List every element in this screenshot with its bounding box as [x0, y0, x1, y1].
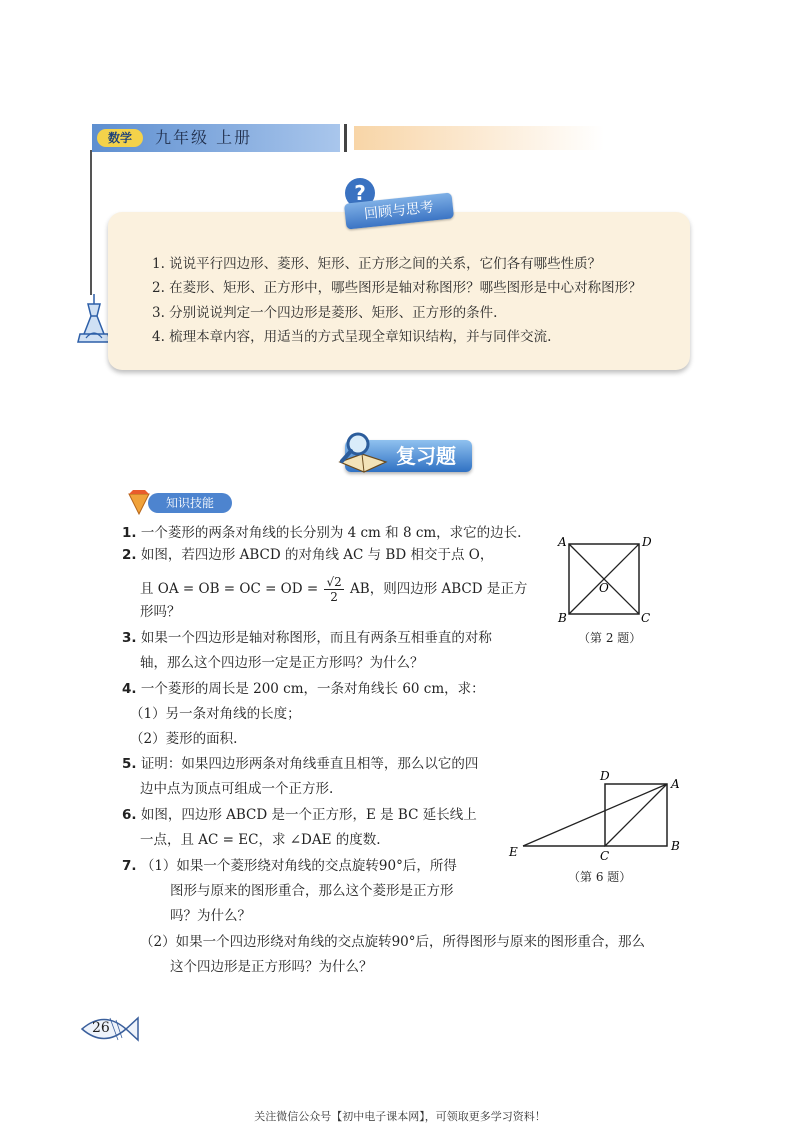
- question-3-line-2: 轴，那么这个四边形一定是正方形吗？为什么？: [140, 655, 424, 671]
- question-5: [122, 754, 478, 774]
- fraction-numerator: √2: [326, 575, 342, 589]
- margin-line: [90, 150, 92, 295]
- question-2-line-3: 形吗？: [140, 604, 181, 620]
- review-item: 2. 在菱形、矩形、正方形中，哪些图形是轴对称图形？哪些图形是中心对称图形？: [152, 280, 642, 296]
- point-label-d: D: [642, 535, 652, 549]
- point-label-d: D: [600, 770, 610, 783]
- question-2-line-2: [140, 575, 527, 604]
- review-item: 3. 分别说说判定一个四边形是菱形、矩形、正方形的条件.: [152, 305, 498, 321]
- segment-ea: [523, 784, 667, 846]
- figure-question-2: [553, 534, 663, 644]
- question-6: [122, 805, 477, 825]
- equation-text: 且 OA = OB = OC = OD =: [140, 581, 319, 597]
- question-text: 如果一个四边形是轴对称图形，而且有两条互相垂直的对称: [140, 630, 492, 646]
- book-title: 九年级 上册: [155, 128, 253, 147]
- question-7-line-4: （2）如果一个四边形绕对角线的交点旋转90°后，所得图形与原来的图形重合，那么: [140, 934, 646, 950]
- figure-2-caption: （第 2 题）: [578, 631, 642, 645]
- subject-badge: 数学: [97, 129, 143, 147]
- question-7-line-5: 这个四边形是正方形吗？为什么？: [170, 959, 373, 975]
- point-label-b: B: [671, 839, 680, 853]
- question-text: （1）如果一个菱形绕对角线的交点旋转90°后，所得: [140, 858, 457, 874]
- question-number: 1.: [122, 525, 137, 541]
- question-2: [122, 545, 493, 565]
- question-6-line-2: 一点，且 AC = EC，求 ∠DAE 的度数.: [140, 832, 381, 848]
- question-number: 6.: [122, 807, 137, 823]
- fraction-denominator: 2: [330, 590, 338, 604]
- review-tag: 回顾与思考: [344, 192, 454, 229]
- question-3: [122, 628, 492, 648]
- question-7-line-3: 吗？为什么？: [170, 908, 251, 924]
- question-7-line-2: 图形与原来的图形重合，那么这个菱形是正方形: [170, 883, 454, 899]
- header-decoration: [354, 126, 604, 150]
- section-badge: 知识技能: [148, 493, 232, 513]
- question-number: 2.: [122, 547, 137, 563]
- question-number: 5.: [122, 756, 137, 772]
- page-number: 26: [92, 1020, 110, 1036]
- diagonal-ca: [605, 784, 667, 846]
- point-label-b: B: [558, 611, 567, 625]
- point-label-a: A: [671, 777, 680, 791]
- point-label-c: C: [600, 849, 610, 863]
- question-4-sub-1: （1）另一条对角线的长度；: [130, 706, 301, 722]
- question-number: 7.: [122, 858, 137, 874]
- header-divider: [344, 124, 347, 152]
- figure-question-6: [505, 770, 690, 865]
- question-5-line-2: 边中点为顶点可组成一个正方形.: [140, 781, 334, 797]
- question-number: 4.: [122, 681, 137, 697]
- review-item: 4. 梳理本章内容，用适当的方式呈现全章知识结构，并与同伴交流.: [152, 329, 552, 345]
- fraction: [324, 575, 343, 604]
- question-1: [122, 523, 521, 543]
- figure-6-caption: （第 6 题）: [568, 870, 632, 884]
- question-text: 一个菱形的周长是 200 cm，一条对角线长 60 cm，求：: [140, 681, 485, 697]
- svg-text:?: ?: [354, 181, 366, 205]
- question-text: 证明：如果四边形两条对角线垂直且相等，那么以它的四: [140, 756, 479, 772]
- footer-note: 关注微信公众号【初中电子课本网】，可领取更多学习资料！: [254, 1110, 546, 1123]
- question-number: 3.: [122, 630, 137, 646]
- question-4: [122, 679, 485, 699]
- question-text: 如图，四边形 ABCD 是一个正方形，E 是 BC 延长线上: [140, 807, 477, 823]
- point-label-a: A: [558, 535, 567, 549]
- question-7: [122, 856, 457, 876]
- magnifier-book-icon: [332, 428, 394, 478]
- point-label-c: C: [641, 611, 651, 625]
- review-item: 1. 说说平行四边形、菱形、矩形、正方形之间的关系，它们各有哪些性质？: [152, 256, 602, 272]
- point-label-e: E: [509, 845, 518, 859]
- exercise-title: 复习题: [345, 440, 472, 472]
- equation-text: AB，则四边形 ABCD 是正方: [350, 581, 528, 597]
- point-label-o: O: [599, 581, 609, 595]
- question-4-sub-2: （2）菱形的面积.: [130, 731, 238, 747]
- question-text: 如图，若四边形 ABCD 的对角线 AC 与 BD 相交于点 O，: [140, 547, 494, 563]
- question-text: 一个菱形的两条对角线的长分别为 4 cm 和 8 cm，求它的边长.: [140, 525, 522, 541]
